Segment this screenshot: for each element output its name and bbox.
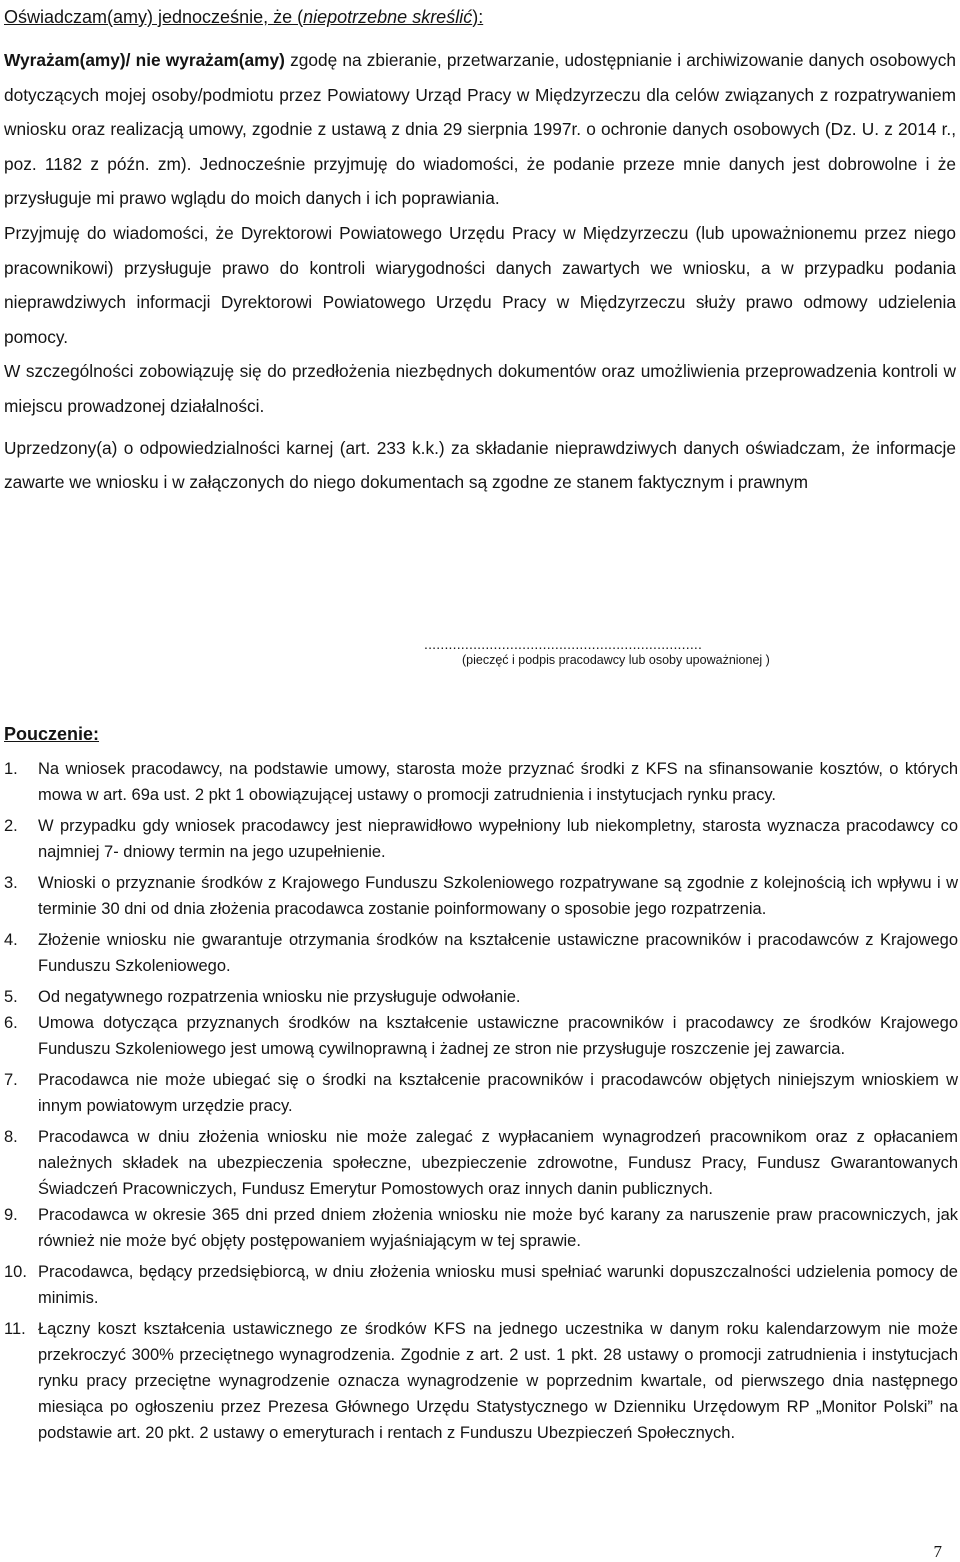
- declaration-header-italic: niepotrzebne skreślić: [303, 7, 473, 27]
- instruction-item: [4, 1316, 958, 1446]
- instruction-number: 5.: [4, 988, 18, 1006]
- instruction-text: Łączny koszt kształcenia ustawicznego ze środków KFS na jednego uczestnika w danym roku kalendarzowym nie może przekroczyć 300% przeciętnego wynagrodzenia. Zgodnie z art. 2 ust. 1 pkt. 28 ustawy o promocji zatrudnienia i instytucjach rynku pracy przeciętne wynagrodzenie oznacza wynagrodzenie w poprzednim kwartale, od pierwszego dnia następnego miesiąca po ogłoszeniu przez Prezesa Głównego Urzędu Statystycznego w Dzienniku Urzędowym RP „Monitor Polski” na podstawie art. 20 pkt. 2 ustawy o emeryturach i rentach z Funduszu Ubezpieczeń Społecznych.: [38, 1320, 958, 1442]
- declaration-body: [4, 43, 956, 500]
- instruction-text: Pracodawca nie może ubiegać się o środki na kształcenie pracowników i pracodawców objętych niniejszym wnioskiem w innym powiatowym urzędzie pracy.: [38, 1071, 958, 1115]
- instruction-item: [4, 756, 958, 808]
- instruction-number: 10.: [4, 1263, 27, 1281]
- consent-choice: Wyrażam(amy)/ nie wyrażam(amy): [4, 50, 285, 70]
- instructions-list: [4, 756, 958, 1446]
- instruction-number: 3.: [4, 874, 18, 892]
- instruction-text: Pracodawca w okresie 365 dni przed dniem złożenia wniosku nie może być karany za naruszenie praw pracowniczych, jak również nie może być objęty postępowaniem wyjaśniającym w tej sprawie.: [38, 1206, 958, 1250]
- consent-text: zgodę na zbieranie, przetwarzanie, udostępnianie i archiwizowanie danych osobowych dotyczących mojej osoby/podmiotu przez Powiatowy Urząd Pracy w Międzyrzeczu dla celów związanych z rozpatrywaniem wniosku oraz realizacją umowy, zgodnie z ustawą z dnia 29 sierpnia 1997r. o ochronie danych osobowych (Dz. U. z 2014 r., poz. 1182 z późn. zm). Jednocześnie przyjmuję do wiadomości, że podanie przeze mnie danych jest dobrowolne i że przysługuje mi prawo wglądu do moich danych i ich poprawiania.: [4, 50, 956, 209]
- signature-line: ....................................................................: [424, 636, 703, 652]
- instruction-number: 9.: [4, 1206, 18, 1224]
- instruction-number: 2.: [4, 817, 18, 835]
- instruction-item: [4, 1010, 958, 1062]
- instruction-text: Umowa dotycząca przyznanych środków na kształcenie ustawiczne pracowników i pracodawcy ze środków Krajowego Funduszu Szkoleniowego jest umową cywilnoprawną i żadnej ze stron nie przysługuje roszczenie jej zawarcia.: [38, 1014, 958, 1058]
- page-number: 7: [933, 1542, 942, 1561]
- instruction-item: [4, 1067, 958, 1119]
- instructions-title: Pouczenie:: [4, 724, 100, 744]
- instruction-item: [4, 927, 958, 979]
- control-paragraph: Przyjmuję do wiadomości, że Dyrektorowi Powiatowego Urzędu Pracy w Międzyrzeczu (lub upoważnionemu przez niego pracownikowi) przysługuje prawo do kontroli wiarygodności danych zawartych we wniosku, a w przypadku podania nieprawdziwych informacji Dyrektorowi Powiatowego Urzędu Pracy w Międzyrzeczu służy prawo odmowy udzielenia pomocy.: [4, 222, 956, 347]
- instruction-item: [4, 813, 958, 865]
- declaration-header: [4, 6, 483, 28]
- liability-warning-paragraph: Uprzedzony(a) o odpowiedzialności karnej (art. 233 k.k.) za składanie nieprawdziwych danych oświadczam, że informacje zawarte we wniosku i w załączonych do niego dokumentach są zgodne ze stanem faktycznym i prawnym: [4, 437, 956, 493]
- instruction-text: W przypadku gdy wniosek pracodawcy jest nieprawidłowo wypełniony lub niekompletny, starosta wyznacza pracodawcy co najmniej 7- dniowy termin na jego uzupełnienie.: [38, 817, 958, 861]
- instruction-text: Na wniosek pracodawcy, na podstawie umowy, starosta może przyznać środki z KFS na sfinansowanie kosztów, o których mowa w art. 69a ust. 2 pkt 1 obowiązującej ustawy o promocji zatrudnienia i instytucjach rynku pracy.: [38, 760, 958, 804]
- instruction-text: Wnioski o przyznanie środków z Krajowego Funduszu Szkoleniowego rozpatrywane są zgodnie z kolejnością ich wpływu i w terminie 30 dni od dnia złożenia pracodawca zostanie poinformowany o sposobie jego rozpatrzenia.: [38, 874, 958, 918]
- declaration-header-suffix: ):: [472, 7, 484, 27]
- instruction-item: [4, 1124, 958, 1202]
- signature-caption: (pieczęć i podpis pracodawcy lub osoby upoważnionej ): [462, 653, 770, 667]
- instruction-number: 1.: [4, 760, 18, 778]
- instruction-number: 6.: [4, 1014, 18, 1032]
- instruction-text: Od negatywnego rozpatrzenia wniosku nie przysługuje odwołanie.: [38, 988, 521, 1006]
- instruction-item: [4, 984, 958, 1010]
- instruction-text: Pracodawca, będący przedsiębiorcą, w dniu złożenia wniosku musi spełniać warunki dopuszczalności udzielenia pomocy de minimis.: [38, 1263, 958, 1307]
- instruction-number: 4.: [4, 931, 18, 949]
- obligation-paragraph: W szczególności zobowiązuję się do przedłożenia niezbędnych dokumentów oraz umożliwienia przeprowadzenia kontroli w miejscu prowadzonej działalności.: [4, 361, 956, 416]
- instruction-item: [4, 870, 958, 922]
- instruction-text: Pracodawca w dniu złożenia wniosku nie może zalegać z wypłacaniem wynagrodzeń pracownikom oraz z opłacaniem należnych składek na ubezpieczenia społeczne, ubezpieczenie zdrowotne, Fundusz Pracy, Fundusz Gwarantowanych Świadczeń Pracowniczych, Fundusz Emerytur Pomostowych oraz innych danin publicznych.: [38, 1128, 958, 1198]
- consent-paragraph: [4, 43, 956, 216]
- instruction-item: [4, 1202, 958, 1254]
- instruction-number: 11.: [4, 1320, 26, 1338]
- declaration-header-prefix: Oświadczam(amy) jednocześnie, że (: [4, 7, 304, 27]
- instruction-text: Złożenie wniosku nie gwarantuje otrzymania środków na kształcenie ustawiczne pracowników i pracodawców z Krajowego Funduszu Szkoleniowego.: [38, 931, 958, 975]
- instruction-item: [4, 1259, 958, 1311]
- instruction-number: 7.: [4, 1071, 18, 1089]
- instruction-number: 8.: [4, 1128, 18, 1146]
